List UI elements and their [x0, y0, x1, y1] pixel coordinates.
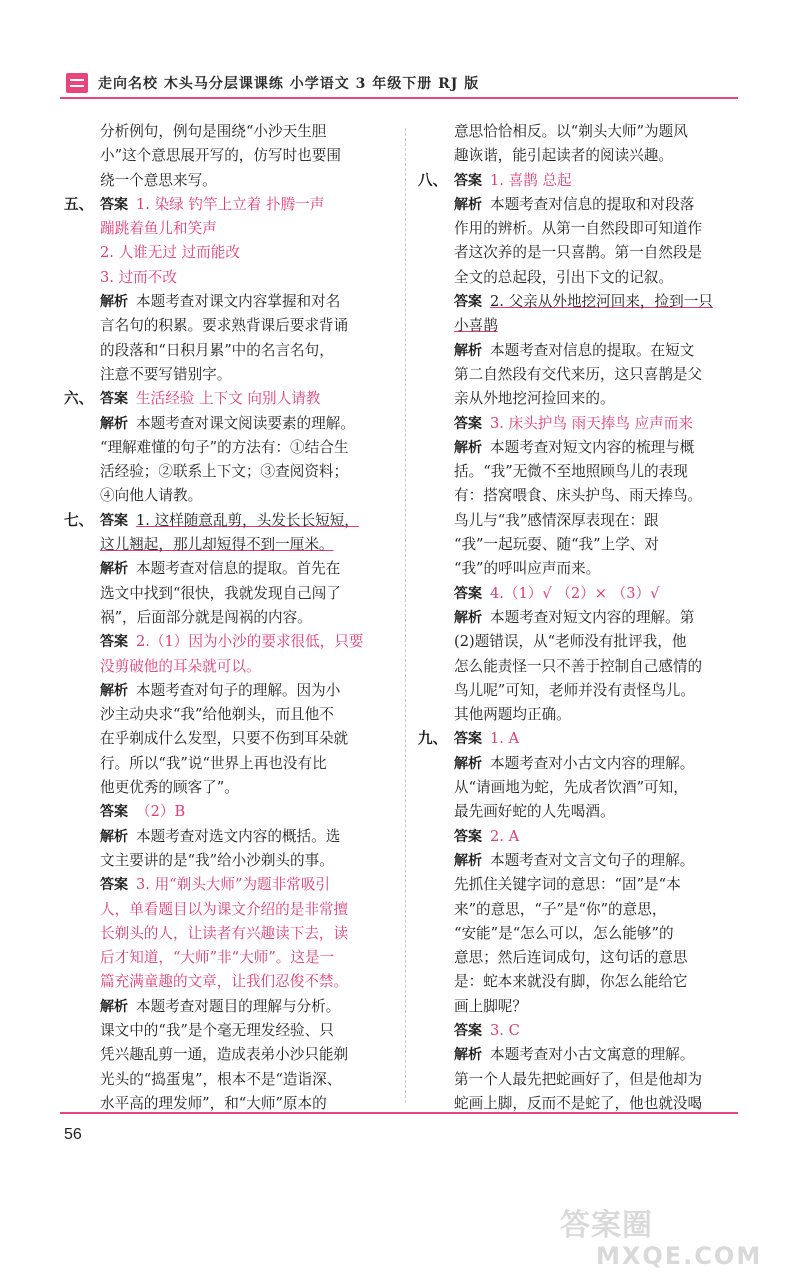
- text-line: [418, 995, 736, 1019]
- text-line: [64, 655, 384, 679]
- answer-text: 1. 染绿 钓竿上立着 扑腾一声: [136, 195, 325, 213]
- body-text: 其他两题均正确。: [454, 706, 571, 724]
- column-divider: [405, 128, 407, 1103]
- body-text: 有：搭窝喂食、床头护鸟、雨天捧鸟。: [454, 487, 703, 505]
- analysis-label: 解析: [100, 682, 128, 699]
- text-line: [64, 1068, 384, 1092]
- body-text: 2. 父亲从外地挖河回来，捡到一只: [490, 293, 713, 311]
- text-line: [418, 144, 736, 168]
- body-text: 的段落和“日积月累”中的名言名句，: [100, 341, 334, 359]
- text-line: [418, 946, 736, 970]
- body-text: “我”一起玩耍、随“我”上学、对: [454, 536, 659, 554]
- text-line: [64, 266, 384, 290]
- text-line: [64, 363, 384, 387]
- text-line: [418, 776, 736, 800]
- answer-label: 答案: [454, 731, 482, 748]
- answer-label: 答案: [100, 196, 128, 213]
- body-text: 从“请画地为蛇，先成者饮酒”可知，: [454, 779, 688, 797]
- body-text: 括。“我”无微不至地照顾鸟儿的表现: [454, 463, 688, 481]
- text-line: [418, 970, 736, 994]
- text-line: [418, 898, 736, 922]
- watermark-text: 答案圈: [560, 1208, 653, 1243]
- analysis-label: 解析: [454, 196, 482, 213]
- text-line: [418, 1043, 736, 1067]
- text-line: [418, 509, 736, 533]
- text-line: [64, 776, 384, 800]
- book-logo-icon: [66, 73, 88, 93]
- answer-label: 答案: [100, 804, 128, 821]
- answer-label: 答案: [100, 877, 128, 894]
- body-text: 鸟儿呢”可知，老师并没有责怪鸟儿。: [454, 681, 695, 699]
- body-text: ④向他人请教。: [100, 487, 203, 505]
- right-column: [418, 120, 736, 1116]
- answer-text: 4.（1）√ （2）× （3）√: [490, 584, 660, 602]
- body-text: 全文的总起段，引出下文的记叙。: [454, 268, 673, 286]
- body-text: 本题考查对句子的理解。因为小: [136, 681, 341, 699]
- answer-label: 答案: [454, 294, 482, 311]
- answer-text: 3. 床头护鸟 雨天捧鸟 应声而来: [490, 414, 693, 432]
- body-text: 本题考查对短文内容的理解。第: [490, 608, 695, 626]
- body-text: 是：蛇本来就没有脚，你怎么能给它: [454, 973, 688, 991]
- text-line: [64, 922, 384, 946]
- analysis-label: 解析: [454, 1047, 482, 1064]
- body-text: 鸟儿与“我”感情深厚表现在：跟: [454, 511, 659, 529]
- analysis-label: 解析: [454, 755, 482, 772]
- text-line: [64, 460, 384, 484]
- text-line: [418, 169, 736, 193]
- body-text: 本题考查对小古文寓意的理解。: [490, 1046, 695, 1064]
- body-text: 本题考查对选文内容的概括。选: [136, 827, 341, 845]
- text-line: [418, 849, 736, 873]
- body-text: 分析例句，例句是围绕“小沙天生胆: [100, 123, 327, 140]
- text-line: [64, 1043, 384, 1067]
- text-line: [64, 946, 384, 970]
- text-line: [64, 752, 384, 776]
- text-line: [64, 970, 384, 994]
- text-line: [64, 290, 384, 314]
- text-line: [64, 169, 384, 193]
- text-line: [418, 825, 736, 849]
- text-line: [418, 655, 736, 679]
- body-text: 活经验；②联系上下文；③查阅资料；: [100, 463, 349, 481]
- text-line: [64, 873, 384, 897]
- answer-label: 答案: [454, 1022, 482, 1039]
- body-text: 亲从外地挖河捡回来的。: [454, 390, 615, 408]
- text-line: [64, 606, 384, 630]
- body-text: 本题考查对小古文内容的理解。: [490, 754, 695, 772]
- answer-text: 3. 过而不改: [100, 268, 177, 286]
- body-text: 怎么能责怪一只不善于控制自己感情的: [454, 657, 703, 675]
- text-line: [418, 800, 736, 824]
- answer-text: 蹦跳着鱼儿和笑声: [100, 220, 217, 238]
- page-number: 56: [64, 1126, 82, 1143]
- text-line: [418, 873, 736, 897]
- text-line: [64, 120, 384, 144]
- text-line: [64, 217, 384, 241]
- text-line: [418, 241, 736, 265]
- body-text: 意思恰恰相反。以“剃头大师”为题风: [454, 123, 688, 140]
- body-text: 文主要讲的是“我”给小沙剃头的事。: [100, 851, 334, 869]
- body-text: 凭兴趣乱剪一通，造成表弟小沙只能剃: [100, 1046, 349, 1064]
- header-rule: [60, 97, 738, 99]
- body-text: “理解难懂的句子”的方法有：①结合生: [100, 438, 349, 456]
- answer-text: 没剪破他的耳朵就可以。: [100, 657, 261, 675]
- text-line: [64, 800, 384, 824]
- body-text: 沙主动央求“我”给他剃头，而且他不: [100, 706, 334, 724]
- answer-label: 答案: [100, 512, 128, 529]
- text-line: [418, 557, 736, 581]
- body-text: 在乎剃成什么发型，只要不伤到耳朵就: [100, 730, 349, 748]
- analysis-label: 解析: [100, 828, 128, 845]
- answer-text: 2. A: [490, 827, 520, 845]
- text-line: [64, 484, 384, 508]
- body-text: 本题考查对短文内容的梳理与概: [490, 438, 695, 456]
- text-line: [64, 1019, 384, 1043]
- answer-text: 2.（1）因为小沙的要求很低，只要: [136, 633, 364, 651]
- answer-text: 篇充满童趣的文章，让我们忍俊不禁。: [100, 973, 349, 991]
- body-text: 本题考查对信息的提取和对段落: [490, 195, 695, 213]
- body-text: 来”的意思，“子”是“你”的意思，: [454, 900, 667, 918]
- body-text: 画上脚呢？: [454, 997, 527, 1015]
- body-text: 注意不要写错别字。: [100, 365, 232, 383]
- text-line: [418, 217, 736, 241]
- body-text: 本题考查对课文阅读要素的理解。: [136, 414, 355, 432]
- analysis-label: 解析: [100, 561, 128, 578]
- text-line: [64, 387, 384, 411]
- body-text: 第二自然段有交代来历，这只喜鹊是父: [454, 365, 703, 383]
- text-line: [64, 630, 384, 654]
- body-text: 这儿翘起，那儿却短得不到一厘米。: [100, 536, 334, 554]
- section-number: 七、: [64, 511, 94, 529]
- body-text: “我”的呼叫应声而来。: [454, 560, 601, 578]
- text-line: [418, 436, 736, 460]
- body-text: 他更优秀的顾客了”。: [100, 779, 239, 797]
- answer-label: 答案: [454, 585, 482, 602]
- text-line: [64, 898, 384, 922]
- body-text: 本题考查对文言文句子的理解。: [490, 851, 695, 869]
- answer-label: 答案: [100, 634, 128, 651]
- section-number: 六、: [64, 390, 94, 408]
- text-line: [64, 849, 384, 873]
- text-line: [64, 727, 384, 751]
- body-text: “安能”是“怎么可以，怎么能够”的: [454, 924, 674, 942]
- answer-label: 答案: [454, 172, 482, 189]
- analysis-label: 解析: [454, 852, 482, 869]
- body-text: 言名句的积累。要求熟背课后要求背诵: [100, 317, 349, 335]
- analysis-label: 解析: [100, 415, 128, 432]
- text-line: [64, 241, 384, 265]
- text-line: [418, 363, 736, 387]
- body-text: 意思；然后连词成句，这句话的意思: [454, 949, 688, 967]
- body-text: 本题考查对信息的提取。首先在: [136, 560, 341, 578]
- body-text: 者这次养的是一只喜鹊。第一自然段是: [454, 244, 703, 262]
- text-line: [64, 557, 384, 581]
- body-text: (2)题错误，从“老师没有批评我，他: [454, 633, 687, 651]
- answer-text: 3. 用“剃头大师”为题非常吸引: [136, 876, 331, 894]
- analysis-label: 解析: [100, 998, 128, 1015]
- answer-text: （2）B: [136, 803, 186, 821]
- answer-text: 1. A: [490, 730, 520, 748]
- answer-text: 1. 喜鹊 总起: [490, 171, 572, 189]
- text-line: [418, 266, 736, 290]
- text-line: [64, 679, 384, 703]
- footer-rule: [60, 1112, 738, 1114]
- text-line: [418, 922, 736, 946]
- answer-text: 人，单看题目以为课文介绍的是非常擅: [100, 900, 349, 918]
- body-text: 作用的辨析。从第一自然段即可知道作: [454, 220, 703, 238]
- text-line: [418, 630, 736, 654]
- section-number: 九、: [418, 730, 448, 748]
- text-line: [418, 1019, 736, 1043]
- body-text: 先抓住关键字词的意思：“固”是“本: [454, 876, 681, 894]
- body-text: 光头的“捣蛋鬼”，根本不是“造诣深、: [100, 1070, 342, 1088]
- text-line: [418, 606, 736, 630]
- text-line: [418, 582, 736, 606]
- running-header: [66, 70, 746, 96]
- left-column: [64, 120, 384, 1116]
- body-text: 第一个人最先把蛇画好了，但是他却为: [454, 1070, 703, 1088]
- header-title: 走向名校 木头马分层课课练 小学语文 3 年级下册 RJ 版: [98, 76, 480, 92]
- body-text: 水平高的理发师”，和“大师”原本的: [100, 1094, 327, 1112]
- answer-text: 生活经验 上下文 向别人请教: [136, 390, 321, 408]
- text-line: [64, 995, 384, 1019]
- text-line: [418, 387, 736, 411]
- section-number: 五、: [64, 195, 94, 213]
- answer-label: 答案: [454, 415, 482, 432]
- text-line: [418, 727, 736, 751]
- text-line: [64, 339, 384, 363]
- analysis-label: 解析: [454, 342, 482, 359]
- answer-text: 长剃头的人，让读者有兴趣读下去，读: [100, 924, 349, 942]
- text-line: [418, 290, 736, 314]
- text-line: [418, 679, 736, 703]
- watermark-url: MXQE.COM: [596, 1242, 763, 1270]
- text-line: [418, 533, 736, 557]
- text-line: [418, 1068, 736, 1092]
- body-text: 课文中的“我”是个毫无理发经验、只: [100, 1021, 334, 1039]
- text-line: [418, 703, 736, 727]
- text-line: [418, 314, 736, 338]
- answer-label: 答案: [100, 391, 128, 408]
- text-line: [418, 120, 736, 144]
- answer-text: 后才知道，“大师”非“大师”。这是一: [100, 949, 335, 967]
- body-text: 1. 这样随意乱剪，头发长长短短，: [136, 511, 359, 529]
- body-text: 祸”，后面部分就是闯祸的内容。: [100, 608, 312, 626]
- text-line: [64, 533, 384, 557]
- analysis-label: 解析: [454, 609, 482, 626]
- text-line: [418, 339, 736, 363]
- section-number: 八、: [418, 171, 448, 189]
- body-text: 最先画好蛇的人先喝酒。: [454, 803, 615, 821]
- body-text: 本题考查对课文内容掌握和对名: [136, 293, 341, 311]
- analysis-label: 解析: [454, 439, 482, 456]
- text-line: [64, 582, 384, 606]
- answer-text: 3. C: [490, 1021, 520, 1039]
- text-line: [64, 144, 384, 168]
- body-text: 行。所以“我”说“世界上再也没有比: [100, 754, 327, 772]
- body-text: 本题考查对题目的理解与分析。: [136, 997, 341, 1015]
- body-text: 趣诙谐，能引起读者的阅读兴趣。: [454, 147, 673, 165]
- body-text: 小”这个意思展开写的，仿写时也要围: [100, 147, 341, 165]
- text-line: [418, 460, 736, 484]
- text-line: [64, 436, 384, 460]
- text-line: [64, 825, 384, 849]
- body-text: 绕一个意思来写。: [100, 171, 217, 189]
- body-text: 蛇画上脚，反而不是蛇了，他也就没喝: [454, 1094, 703, 1112]
- text-line: [418, 752, 736, 776]
- body-text: 选文中找到“很快，我就发现自己闯了: [100, 584, 341, 602]
- text-line: [64, 412, 384, 436]
- body-text: 本题考查对信息的提取。在短文: [490, 341, 695, 359]
- text-line: [418, 412, 736, 436]
- text-line: [64, 703, 384, 727]
- answer-label: 答案: [454, 828, 482, 845]
- text-line: [418, 193, 736, 217]
- text-line: [64, 314, 384, 338]
- text-line: [64, 509, 384, 533]
- text-line: [418, 484, 736, 508]
- text-line: [64, 193, 384, 217]
- answer-text: 2. 人谁无过 过而能改: [100, 244, 240, 262]
- body-text: 小喜鹊: [454, 317, 498, 335]
- analysis-label: 解析: [100, 294, 128, 311]
